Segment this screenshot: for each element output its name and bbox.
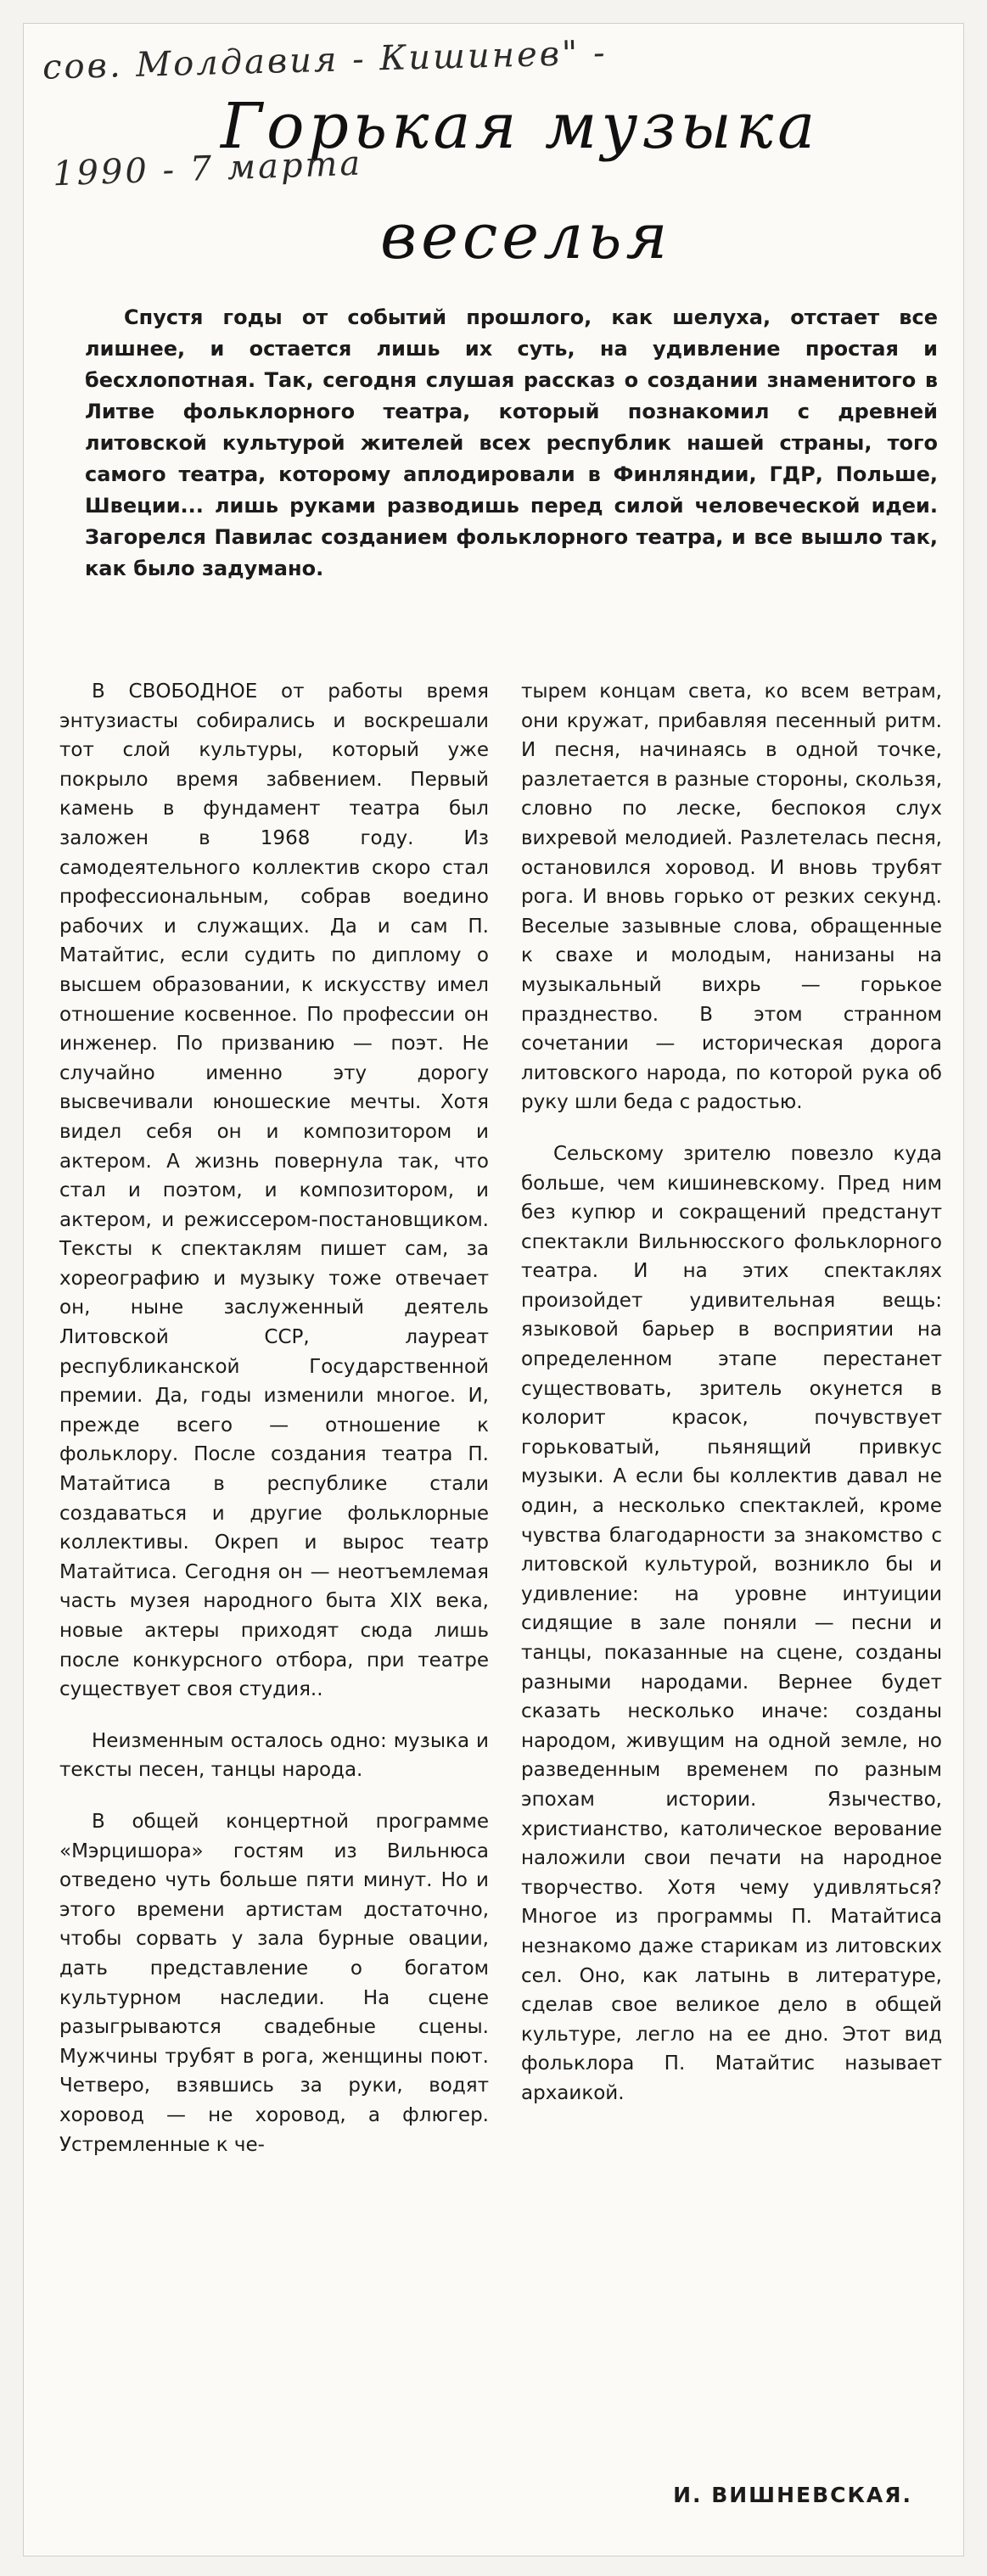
article-paragraph: В общей концертной программе «Мэрцишора» гостям из Вильнюса отведено чуть больше пяти минут. Но и этого времени артистам достаточно, чтобы сорвать у зала бурные овации, дать представление о богатом культурном наследии. На сцене разыгрываются свадебные сцены. Мужчины трубят в рога, женщины поют. Четверо, взявшись за руки, водят хоровод — не хоровод, а флюгер. Устремленные к че- <box>59 1810 489 2156</box>
article-paragraph: Сельскому зрителю повезло куда больше, чем кишиневскому. Пред ним без купюр и сокращений предстанут спектакли Вильнюсского фольклорного театра. И на этих спектаклях произойдет удивительная вещь: языковой барьер в восприятии на определенном этапе перестанет существовать, зритель окунется в колорит красок, почувствует горьковатый, пьянящий привкус музыки. А если бы коллектив давал не один, а несколько спектаклей, кроме чувства благодарности за знакомство с литовской культурой, возникло бы и удивление: на уровне интуиции сидящие в зале поняли — песни и танцы, показанные на сцене, созданы разными народами. Вернее будет сказать несколько иначе: созданы народом, живущим на одной земле, но разведенным временем по разным эпохам истории. Язычество, христианство, католическое верование наложили свои печати на народное творчество. Хотя чему удивляться? Многое из программы П. Матайтиса незнакомо даже старикам из литовских сел. Оно, как латынь в литературе, сделав свое великое дело в общей культуре, легло на ее дно. Этот вид фольклора П. Матайтис называет архаикой. <box>521 1142 942 2104</box>
newspaper-clipping <box>24 24 963 2556</box>
headline-line-1: Горькая музыка <box>221 90 820 163</box>
article-paragraph: тырем концам света, ко всем ветрам, они кружат, прибавляя песенный ритм. И песня, начинаясь в одной точке, разлетается в разные стороны, скользя, словно по леске, беспокоя слух вихревой мелодией. Разлетелась песня, остановился хоровод. И вновь трубят рога. И вновь горько от резких секунд. Веселые зазывные слова, обращенные к свахе и молодым, нанизаны на музыкальный вихрь — горькое празднество. В этом странном сочетании — историческая дорога литовского народа, по которой рука об руку шли беда с радостью. <box>521 680 942 1114</box>
article-column-right <box>521 677 942 2131</box>
headline-line-2: веселья <box>380 200 672 273</box>
article-paragraph: В СВОБОДНОЕ от работы время энтузиасты собирались и воскрешали тот слой культуры, который уже покрыло время забвением. Первый камень в фундамент театра был заложен в 1968 году. Из самодеятельного коллектив скоро стал профессиональным, собрав воедино рабочих и служащих. Да и сам П. Матайтис, если судить по диплому о высшем образовании, к искусству имел отношение косвенное. По профессии он инженер. По призванию — поэт. Не случайно именно эту дорогу высвечивали юношеские мечты. Хотя видел себя он и композитором и актером. А жизнь повернула так, что стал и поэтом, и композитором, и актером, и режиссером-постановщиком. Тексты к спектаклям пишет сам, за хореографию и музыку тоже отвечает он, ныне заслуженный деятель Литовской ССР, лауреат республиканской Государственной премии. Да, годы изменили многое. И, прежде всего — отношение к фольклору. После создания театра П. Матайтиса в республике стали создаваться и другие фольклорные коллективы. Окреп и вырос театр Матайтиса. Сегодня он — неотъемлемая часть музея народного быта XIX века, новые актеры приходят сюда лишь после конкурсного отбора, при театре существует своя студия.. <box>59 680 489 1701</box>
lead-paragraph: Спустя годы от событий прошлого, как шелуха, отстает все лишнее, и остается лишь их суть, на удивление простая и бесхлопотная. Так, сегодня слушая рассказ о создании знаменитого в Литве фольклорного театра, который познакомил с древней литовской культурой жителей всех республик нашей страны, того самого театра, которому аплодировали в Финляндии, ГДР, Польше, Швеции... лишь руками разводишь перед силой человеческой идеи. Загорелся Павилас созданием фольклорного театра, и все вышло так, как было задумано. <box>85 305 938 580</box>
article-column-left <box>59 677 489 2181</box>
author-signature: И. ВИШНЕВСКАЯ. <box>673 2483 912 2507</box>
handwritten-date-note: 1990 - 7 марта <box>52 143 364 194</box>
article-paragraph: Неизменным осталось одно: музыка и тексты песен, танцы народа. <box>59 1729 489 1782</box>
handwritten-source-note: сов. Молдавия - Кишинев" - <box>42 33 608 87</box>
